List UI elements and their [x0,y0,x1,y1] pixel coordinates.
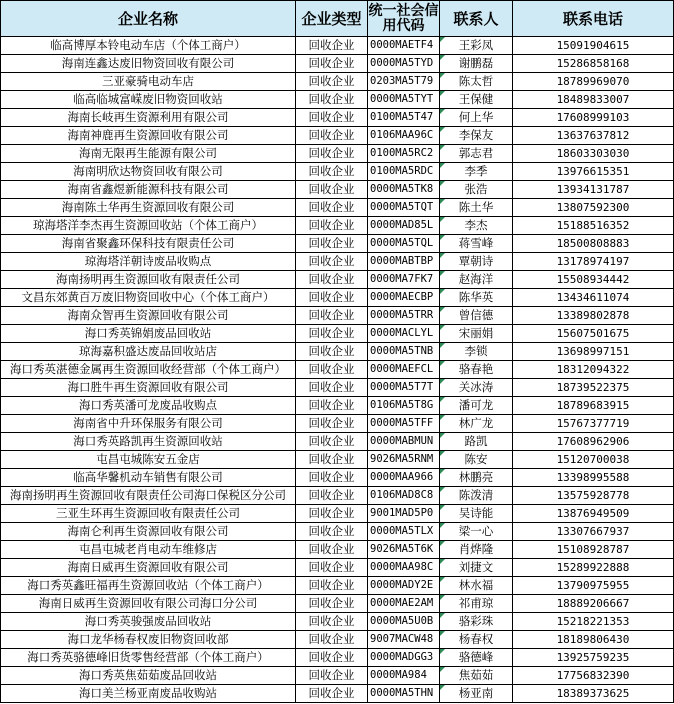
credit-code-cell[interactable]: 0000MAE2AM [368,595,440,613]
company-type-cell[interactable]: 回收企业 [296,559,368,577]
credit-code-cell[interactable]: 0000MAECBP [368,289,440,307]
contact-cell[interactable]: 潘可龙 [440,397,513,415]
phone-cell[interactable]: 18189806430 [513,631,674,649]
credit-code-cell[interactable]: 9026MA5RNM [368,451,440,469]
company-name-cell[interactable]: 海口秀英鑫旺福再生资源回收站（个体工商户） [1,577,296,595]
company-name-cell[interactable]: 海口美兰杨亚南废品收购站 [1,685,296,703]
phone-cell[interactable]: 13389802878 [513,307,674,325]
credit-code-cell[interactable]: 0203MA5T79 [368,73,440,91]
company-type-cell[interactable]: 回收企业 [296,325,368,343]
company-name-cell[interactable]: 海口秀英锦娟废品回收站 [1,325,296,343]
table-row [1,505,674,523]
company-name-cell[interactable]: 海口龙华杨春权废旧物资回收部 [1,631,296,649]
table-row [1,361,674,379]
table-row [1,325,674,343]
phone-cell[interactable]: 18889206667 [513,595,674,613]
table-row [1,199,674,217]
table-row [1,415,674,433]
credit-code-cell[interactable]: 0100MA5T47 [368,109,440,127]
contact-cell[interactable]: 曾信德 [440,307,513,325]
phone-cell[interactable]: 13934131787 [513,181,674,199]
company-name-cell[interactable]: 海南仑利再生资源回收有限公司 [1,523,296,541]
contact-cell[interactable]: 陈华英 [440,289,513,307]
contact-cell[interactable]: 林广龙 [440,415,513,433]
contact-cell[interactable]: 何上华 [440,109,513,127]
table-row [1,469,674,487]
credit-code-cell[interactable]: 0000MA984 [368,667,440,685]
header-row [1,1,674,37]
company-type-cell[interactable]: 回收企业 [296,163,368,181]
company-name-cell[interactable]: 海口秀英骏强废品回收站 [1,613,296,631]
phone-cell[interactable]: 15188516352 [513,217,674,235]
contact-cell[interactable]: 林鹏亮 [440,469,513,487]
table-row [1,73,674,91]
table-row [1,145,674,163]
phone-cell[interactable]: 17756832390 [513,667,674,685]
company-name-cell[interactable]: 屯昌屯城陈安五金店 [1,451,296,469]
company-type-cell[interactable]: 回收企业 [296,451,368,469]
company-name-cell[interactable]: 文昌东郊黄百万废旧物资回收中心（个体工商户） [1,289,296,307]
credit-code-cell[interactable]: 0000MA5U0B [368,613,440,631]
company-type-cell[interactable]: 回收企业 [296,307,368,325]
company-name-cell[interactable]: 三亚生环再生资源回收有限责任公司 [1,505,296,523]
contact-cell[interactable]: 李保友 [440,127,513,145]
credit-code-cell[interactable]: 0000MAEFCL [368,361,440,379]
table-row [1,685,674,703]
phone-cell[interactable]: 13575928778 [513,487,674,505]
table-row [1,271,674,289]
table-row [1,667,674,685]
company-name-cell[interactable]: 海南省中升环保服务有限公司 [1,415,296,433]
phone-cell[interactable]: 13698997151 [513,343,674,361]
contact-cell[interactable]: 张浩 [440,181,513,199]
phone-cell[interactable]: 18789969070 [513,73,674,91]
company-type-cell[interactable]: 回收企业 [296,649,368,667]
contact-cell[interactable]: 蒋雪峰 [440,235,513,253]
contact-cell[interactable]: 郭志君 [440,145,513,163]
header-company-name[interactable]: 企业名称 [1,1,296,37]
contact-cell[interactable]: 路凯 [440,433,513,451]
credit-code-cell[interactable]: 0106MA5T8G [368,397,440,415]
phone-cell[interactable]: 18312094322 [513,361,674,379]
header-company-type[interactable]: 企业类型 [296,1,368,37]
company-name-cell[interactable]: 海南陈土华再生资源回收有限公司 [1,199,296,217]
phone-cell[interactable]: 15607501675 [513,325,674,343]
contact-cell[interactable]: 肖烨隆 [440,541,513,559]
contact-cell[interactable]: 李季 [440,163,513,181]
company-name-cell[interactable]: 海南扬明再生资源回收有限责任公司海口保税区分公司 [1,487,296,505]
company-type-cell[interactable]: 回收企业 [296,181,368,199]
table-row [1,307,674,325]
phone-cell[interactable]: 15108928787 [513,541,674,559]
credit-code-cell[interactable]: 0000MA5TLX [368,523,440,541]
contact-cell[interactable]: 陈安 [440,451,513,469]
company-name-cell[interactable]: 海口秀英焦茹茹废品回收站 [1,667,296,685]
company-type-cell[interactable]: 回收企业 [296,343,368,361]
company-name-cell[interactable]: 海南扬明再生资源回收有限责任公司 [1,271,296,289]
company-name-cell[interactable]: 海南日威再生资源回收有限公司海口分公司 [1,595,296,613]
company-name-cell[interactable]: 临高博厚本铃电动车店（个体工商户） [1,37,296,55]
company-name-cell[interactable]: 海南省鑫煜新能源科技有限公司 [1,181,296,199]
table-row [1,253,674,271]
credit-code-cell[interactable]: 0106MAD8C8 [368,487,440,505]
phone-cell[interactable]: 13637637812 [513,127,674,145]
phone-cell[interactable]: 13876949509 [513,505,674,523]
credit-code-cell[interactable]: 0000MA5TQL [368,235,440,253]
phone-cell[interactable]: 18603303030 [513,145,674,163]
contact-cell[interactable]: 宋丽娟 [440,325,513,343]
company-type-cell[interactable]: 回收企业 [296,541,368,559]
table-row [1,91,674,109]
credit-code-cell[interactable]: 0000MAA98C [368,559,440,577]
company-type-cell[interactable]: 回收企业 [296,523,368,541]
table-row [1,55,674,73]
company-name-cell[interactable]: 海南长岐再生资源利用有限公司 [1,109,296,127]
phone-cell[interactable]: 17608999103 [513,109,674,127]
phone-cell[interactable]: 13925759235 [513,649,674,667]
phone-cell[interactable]: 18500808883 [513,235,674,253]
credit-code-cell[interactable]: 0000MA5TNB [368,343,440,361]
contact-cell[interactable]: 焦茹茹 [440,667,513,685]
company-type-cell[interactable]: 回收企业 [296,55,368,73]
credit-code-cell[interactable]: 0000MAD85L [368,217,440,235]
company-type-cell[interactable]: 回收企业 [296,37,368,55]
phone-cell[interactable]: 15218221353 [513,613,674,631]
company-name-cell[interactable]: 琼海塔洋李杰再生资源回收站（个体工商户） [1,217,296,235]
contact-cell[interactable]: 骆德峰 [440,649,513,667]
company-type-cell[interactable]: 回收企业 [296,199,368,217]
table-row [1,541,674,559]
company-type-cell[interactable]: 回收企业 [296,91,368,109]
table-row [1,127,674,145]
credit-code-cell[interactable]: 0000MA5TK8 [368,181,440,199]
company-type-cell[interactable]: 回收企业 [296,271,368,289]
table-row [1,433,674,451]
contact-cell[interactable]: 覃朝诗 [440,253,513,271]
credit-code-cell[interactable]: 0000MA7FK7 [368,271,440,289]
table-body [1,37,674,703]
company-name-cell[interactable]: 海南明欣达物资回收有限公司 [1,163,296,181]
contact-cell[interactable]: 李锁 [440,343,513,361]
phone-cell[interactable]: 18389373625 [513,685,674,703]
table-row [1,649,674,667]
company-type-cell[interactable]: 回收企业 [296,235,368,253]
company-type-cell[interactable]: 回收企业 [296,415,368,433]
table-row [1,343,674,361]
credit-code-cell[interactable]: 0000MA5TFF [368,415,440,433]
company-type-cell[interactable]: 回收企业 [296,613,368,631]
company-type-cell[interactable]: 回收企业 [296,127,368,145]
credit-code-cell[interactable]: 0100MA5RDC [368,163,440,181]
credit-code-cell[interactable]: 0000MAETF4 [368,37,440,55]
credit-code-cell[interactable]: 0100MA5RC2 [368,145,440,163]
phone-cell[interactable]: 15508934442 [513,271,674,289]
phone-cell[interactable]: 18489833007 [513,91,674,109]
contact-cell[interactable]: 陈泼清 [440,487,513,505]
company-type-cell[interactable]: 回收企业 [296,577,368,595]
company-type-cell[interactable]: 回收企业 [296,253,368,271]
credit-code-cell[interactable]: 0106MAA96C [368,127,440,145]
credit-code-cell[interactable]: 9001MAD5P0 [368,505,440,523]
table-row [1,451,674,469]
company-type-cell[interactable]: 回收企业 [296,397,368,415]
contact-cell[interactable]: 刘捷文 [440,559,513,577]
phone-cell[interactable]: 13790975955 [513,577,674,595]
table-row [1,235,674,253]
company-name-cell[interactable]: 临高华馨机动车销售有限公司 [1,469,296,487]
contact-cell[interactable]: 陈土华 [440,199,513,217]
company-type-cell[interactable]: 回收企业 [296,631,368,649]
table-row [1,631,674,649]
company-type-cell[interactable]: 回收企业 [296,379,368,397]
company-name-cell[interactable]: 海南连鑫达废旧物资回收有限公司 [1,55,296,73]
company-type-cell[interactable]: 回收企业 [296,361,368,379]
company-name-cell[interactable]: 海口秀英路凯再生资源回收站 [1,433,296,451]
table-row [1,595,674,613]
company-type-cell[interactable]: 回收企业 [296,469,368,487]
table-row [1,559,674,577]
company-name-cell[interactable]: 海口秀英湛德金属再生资源回收经营部（个体工商户） [1,361,296,379]
company-name-cell[interactable]: 海南神鹿再生资源回收有限公司 [1,127,296,145]
company-name-cell[interactable]: 海南众智再生资源回收有限公司 [1,307,296,325]
contact-cell[interactable]: 李杰 [440,217,513,235]
credit-code-cell[interactable]: 9026MA5T6K [368,541,440,559]
credit-code-cell[interactable]: 0000MA5TQT [368,199,440,217]
credit-code-cell[interactable]: 0000MACLYL [368,325,440,343]
phone-cell[interactable]: 15091904615 [513,37,674,55]
table-row [1,379,674,397]
company-type-cell[interactable]: 回收企业 [296,109,368,127]
contact-cell[interactable]: 王保健 [440,91,513,109]
company-type-cell[interactable]: 回收企业 [296,505,368,523]
company-name-cell[interactable]: 海南无限再生能源有限公司 [1,145,296,163]
contact-cell[interactable]: 林水福 [440,577,513,595]
table-row [1,577,674,595]
phone-cell[interactable]: 17608962906 [513,433,674,451]
company-name-cell[interactable]: 琼海嘉积盛达废品回收站店 [1,343,296,361]
phone-cell[interactable]: 13807592300 [513,199,674,217]
credit-code-cell[interactable]: 0000MA5T7T [368,379,440,397]
company-name-cell[interactable]: 海口秀英骆德峰旧货零售经营部（个体工商户） [1,649,296,667]
table-row [1,217,674,235]
contact-cell[interactable]: 赵海洋 [440,271,513,289]
company-type-cell[interactable]: 回收企业 [296,433,368,451]
contact-cell[interactable]: 关冰涛 [440,379,513,397]
company-type-cell[interactable]: 回收企业 [296,145,368,163]
table-row [1,109,674,127]
table-row [1,613,674,631]
contact-cell[interactable]: 谢鹏磊 [440,55,513,73]
company-name-cell[interactable]: 海南省聚鑫环保科技有限责任公司 [1,235,296,253]
phone-cell[interactable]: 13434611074 [513,289,674,307]
credit-code-cell[interactable]: 0000MAA966 [368,469,440,487]
contact-cell[interactable]: 骆彩珠 [440,613,513,631]
header-phone[interactable]: 联系电话 [513,1,674,37]
credit-code-cell[interactable]: 0000MA5TYT [368,91,440,109]
table-row [1,397,674,415]
company-type-cell[interactable]: 回收企业 [296,73,368,91]
header-credit-code[interactable]: 统一社会信用代码 [368,1,440,37]
contact-cell[interactable]: 陈太哲 [440,73,513,91]
company-name-cell[interactable]: 临高临城富嵘废旧物资回收站 [1,91,296,109]
table-row [1,523,674,541]
phone-cell[interactable]: 15289922888 [513,559,674,577]
company-type-cell[interactable]: 回收企业 [296,217,368,235]
table-row [1,487,674,505]
phone-cell[interactable]: 13976615351 [513,163,674,181]
company-name-cell[interactable]: 琼海塔洋朝诗废品收购点 [1,253,296,271]
phone-cell[interactable]: 18739522375 [513,379,674,397]
phone-cell[interactable]: 18789683915 [513,397,674,415]
phone-cell[interactable]: 15767377719 [513,415,674,433]
credit-code-cell[interactable]: 0000MA5THN [368,685,440,703]
header-contact[interactable]: 联系人 [440,1,513,37]
table-row [1,289,674,307]
credit-code-cell[interactable]: 0000MA5TRR [368,307,440,325]
company-name-cell[interactable]: 三亚豪骑电动车店 [1,73,296,91]
contact-cell[interactable]: 杨春权 [440,631,513,649]
table-row [1,37,674,55]
credit-code-cell[interactable]: 0000MADY2E [368,577,440,595]
company-type-cell[interactable]: 回收企业 [296,487,368,505]
company-name-cell[interactable]: 屯昌屯城老肖电动车维修店 [1,541,296,559]
credit-code-cell[interactable]: 0000MA5TYD [368,55,440,73]
company-type-cell[interactable]: 回收企业 [296,595,368,613]
credit-code-cell[interactable]: 0000MABMUN [368,433,440,451]
contact-cell[interactable]: 吴诗能 [440,505,513,523]
contact-cell[interactable]: 祁甫琼 [440,595,513,613]
phone-cell[interactable]: 13398995588 [513,469,674,487]
phone-cell[interactable]: 13307667937 [513,523,674,541]
company-name-cell[interactable]: 海南日威再生资源回收有限公司 [1,559,296,577]
company-name-cell[interactable]: 海口秀英潘可龙废品收购点 [1,397,296,415]
contact-cell[interactable]: 王彩凤 [440,37,513,55]
phone-cell[interactable]: 15120700038 [513,451,674,469]
credit-code-cell[interactable]: 9007MACW48 [368,631,440,649]
phone-cell[interactable]: 13178974197 [513,253,674,271]
contact-cell[interactable]: 骆春艳 [440,361,513,379]
credit-code-cell[interactable]: 0000MABTBP [368,253,440,271]
company-type-cell[interactable]: 回收企业 [296,667,368,685]
company-type-cell[interactable]: 回收企业 [296,685,368,703]
table-row [1,163,674,181]
company-type-cell[interactable]: 回收企业 [296,289,368,307]
table-row [1,181,674,199]
phone-cell[interactable]: 15286858168 [513,55,674,73]
company-name-cell[interactable]: 海口胜牛再生资源回收有限公司 [1,379,296,397]
contact-cell[interactable]: 梁一心 [440,523,513,541]
credit-code-cell[interactable]: 0000MADGG3 [368,649,440,667]
contact-cell[interactable]: 杨亚南 [440,685,513,703]
